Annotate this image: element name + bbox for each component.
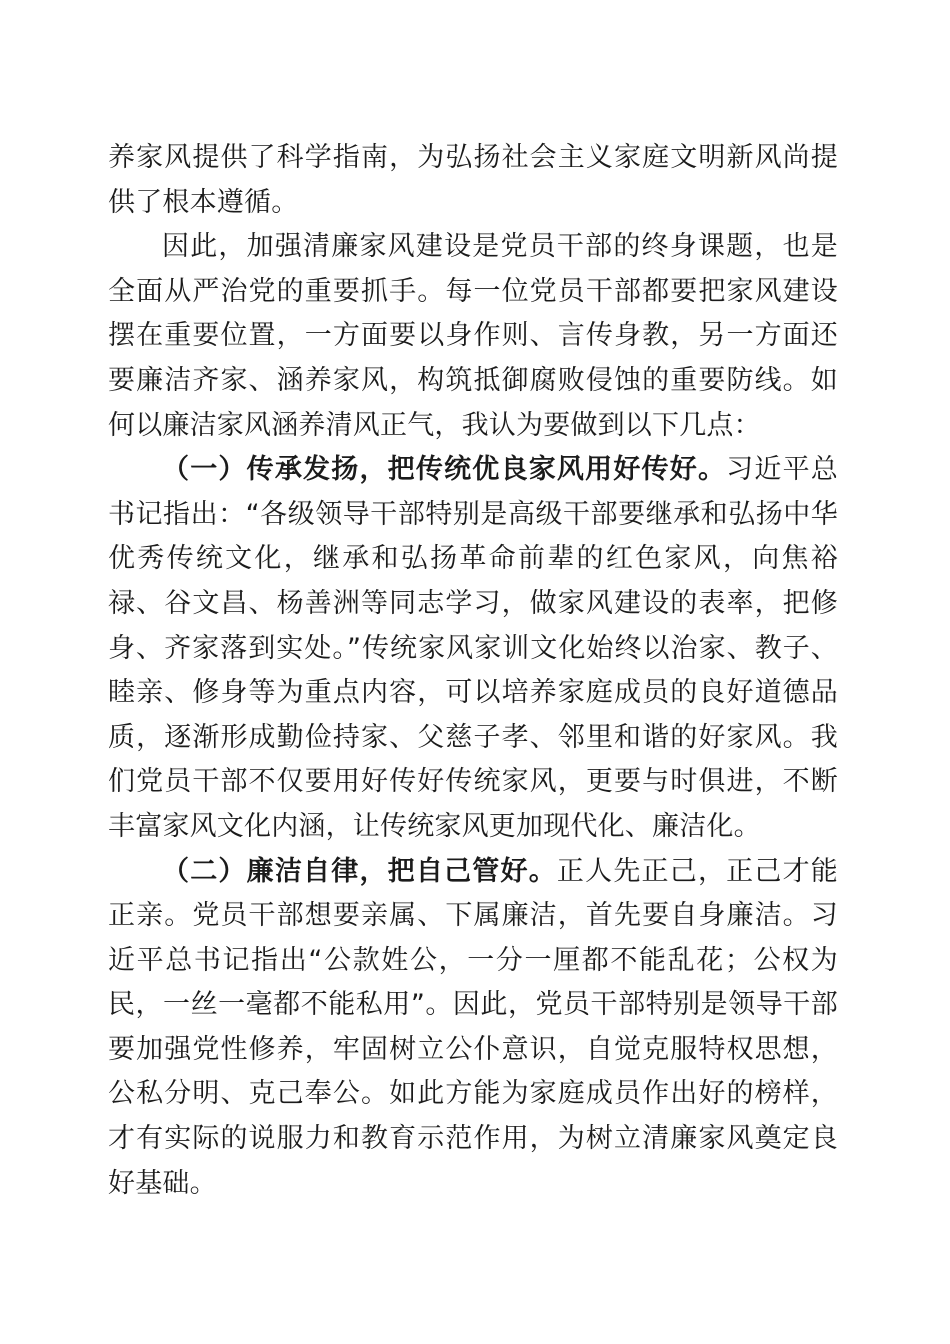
paragraph [108, 850, 838, 1207]
paragraph [108, 136, 838, 225]
text-run: 正人先正己，正己才能正亲。党员干部想要亲属、下属廉洁，首先要自身廉洁。习近平总书记指出“公款姓公，一分一厘都不能乱花；公权为民，一丝一毫都不能私用”。因此，党员干部特别是领导干部要加强党性修养，牢固树立公仆意识，自觉克服特权思想，公私分明、克己奉公。如此方能为家庭成员作出好的榜样，才有实际的说服力和教育示范作用，为树立清廉家风奠定良好基础。 [108, 855, 838, 1199]
heading-run: （一）传承发扬，把传统优良家风用好传好。 [162, 454, 727, 486]
text-run: 习近平总书记指出：“各级领导干部特别是高级干部要继承和弘扬中华优秀传统文化，继承和弘扬革命前辈的红色家风，向焦裕禄、谷文昌、杨善洲等同志学习，做家风建设的表率，把修身、齐家落到实处。”传统家风家训文化始终以治家、教子、睦亲、修身等为重点内容，可以培养家庭成员的良好道德品质，逐渐形成勤俭持家、父慈子孝、邻里和谐的好家风。我们党员干部不仅要用好传好传统家风，更要与时俱进，不断丰富家风文化内涵，让传统家风更加现代化、廉洁化。 [108, 454, 838, 842]
text-run: 养家风提供了科学指南，为弘扬社会主义家庭文明新风尚提供了根本遵循。 [108, 142, 838, 218]
paragraph [108, 448, 838, 849]
paragraph [108, 225, 838, 448]
heading-run: （二）廉洁自律，把自己管好。 [162, 855, 557, 887]
text-run: 因此，加强清廉家风建设是党员干部的终身课题，也是全面从严治党的重要抓手。每一位党员干部都要把家风建设摆在重要位置，一方面要以身作则、言传身教，另一方面还要廉洁齐家、涵养家风，构筑抵御腐败侵蚀的重要防线。如何以廉洁家风涵养清风正气，我认为要做到以下几点： [108, 231, 838, 441]
